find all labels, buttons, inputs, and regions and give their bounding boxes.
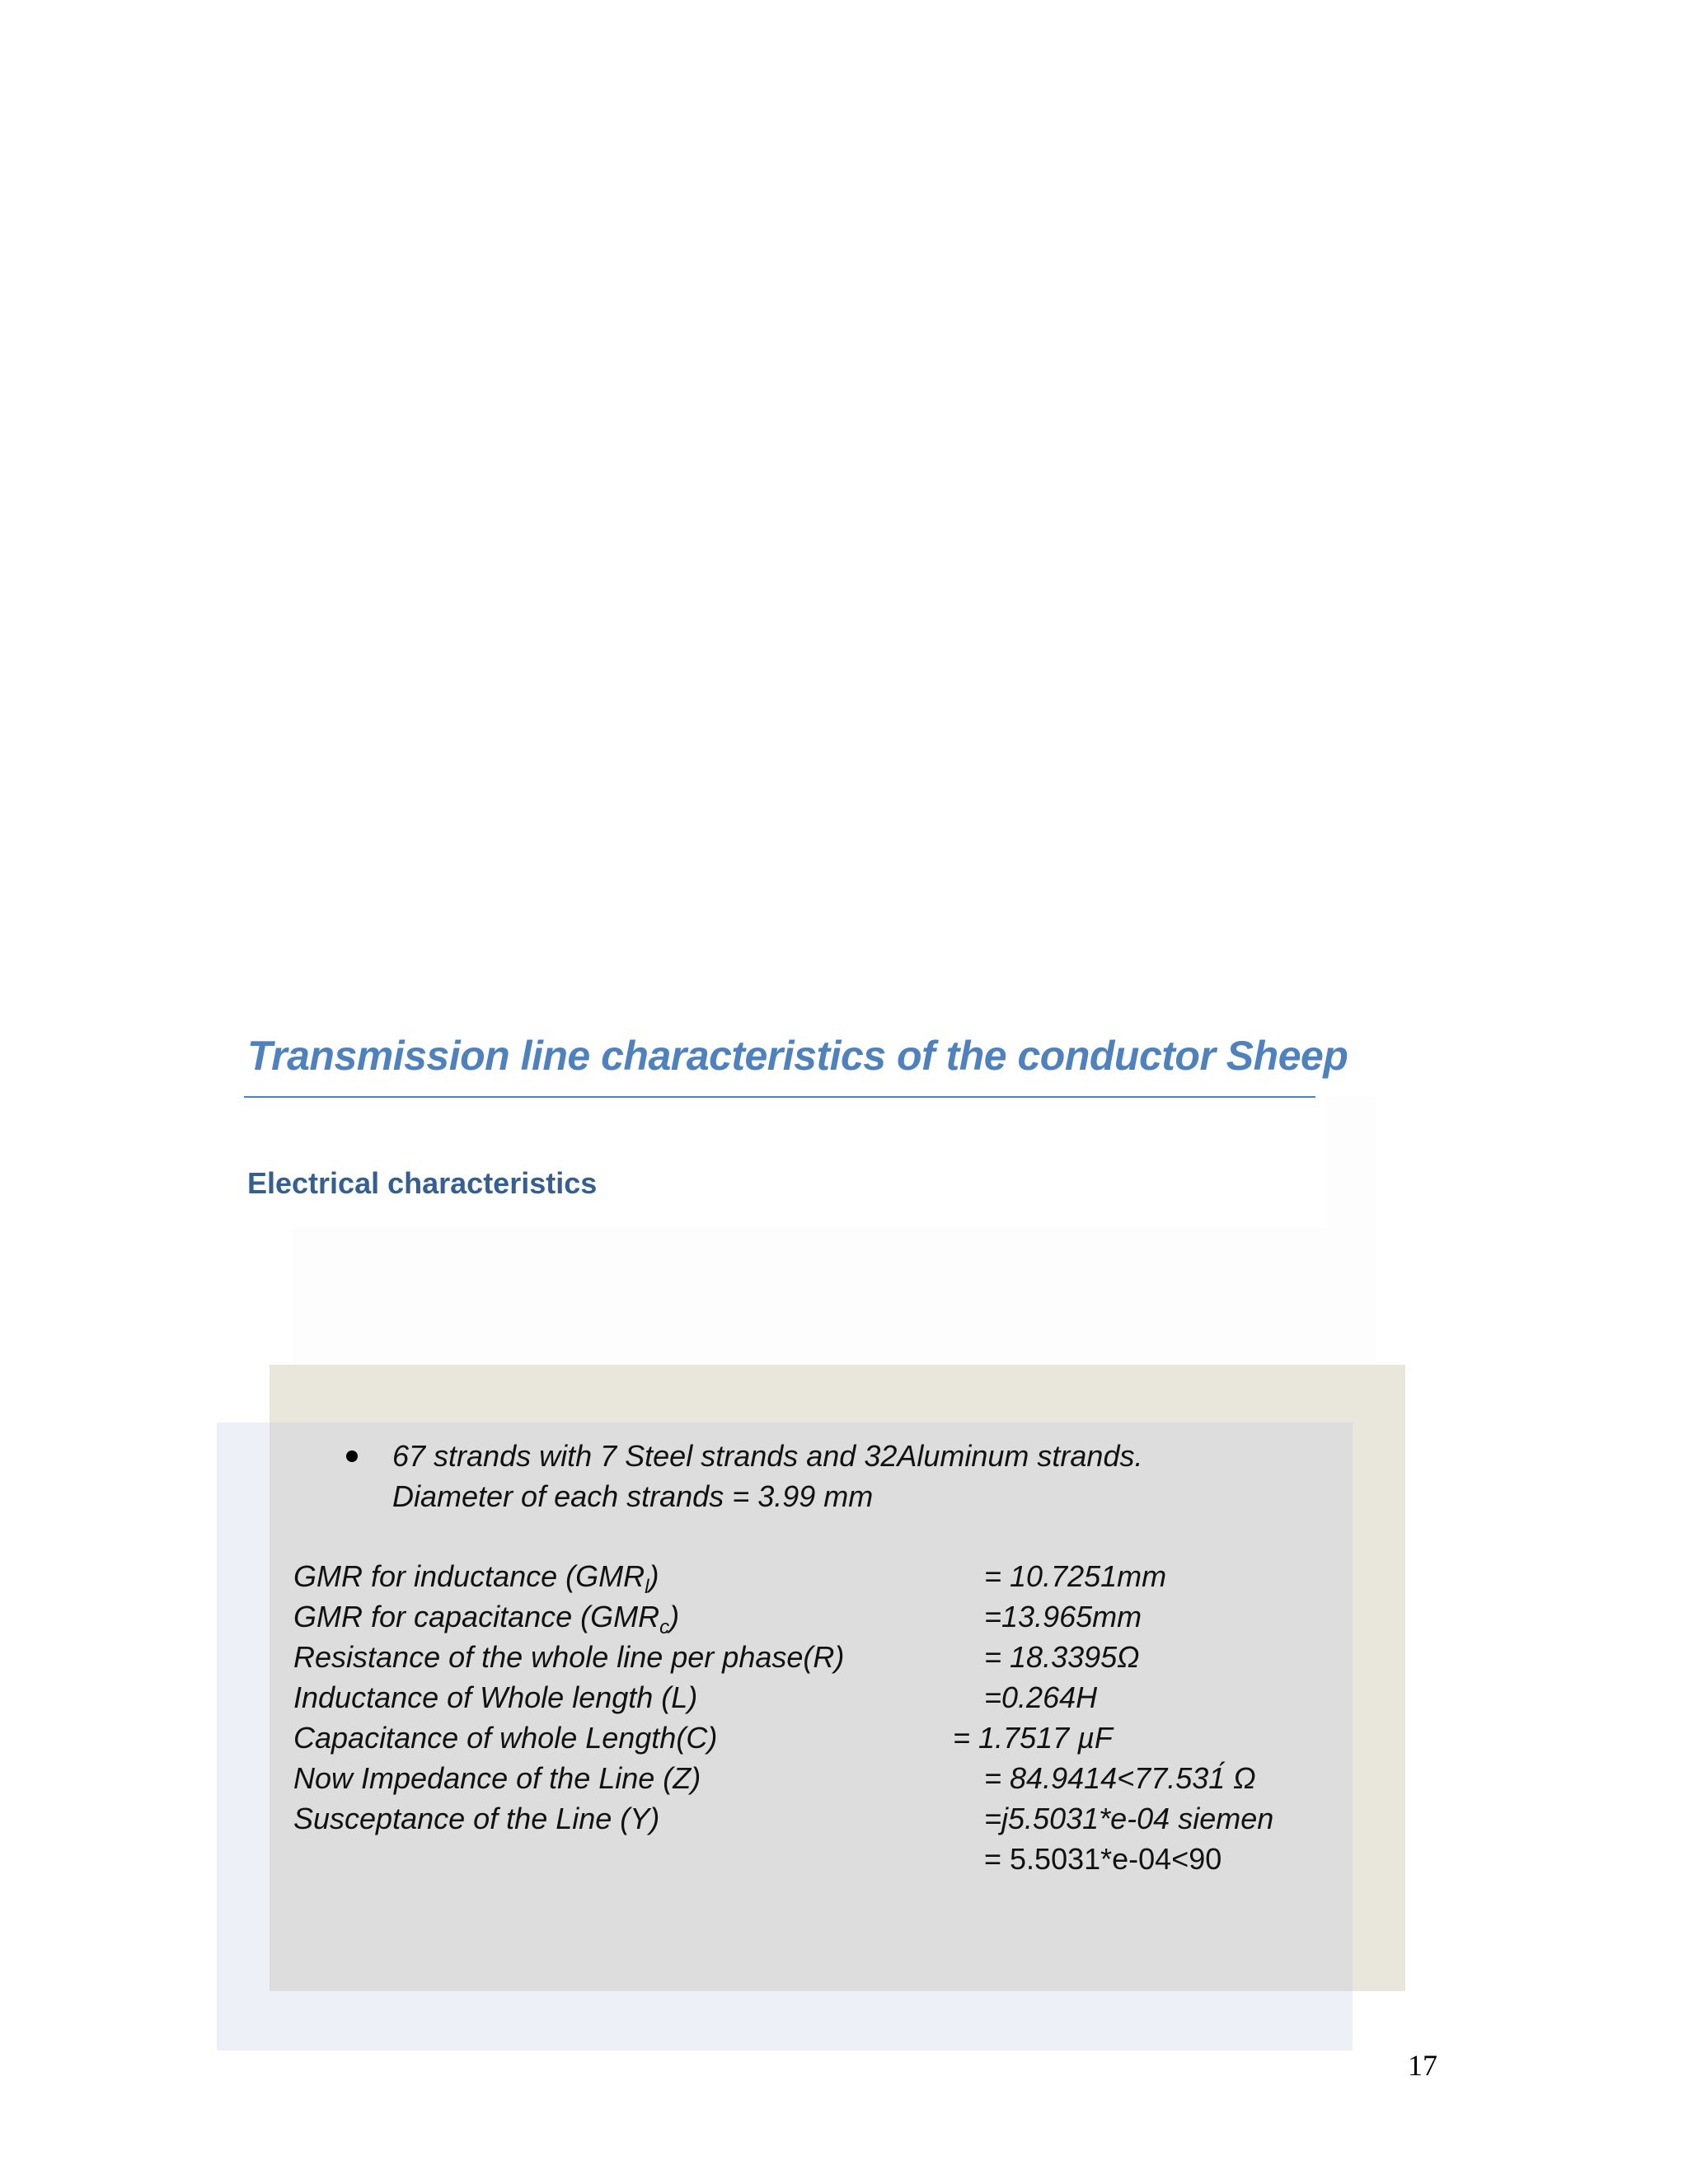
param-label-susceptance: Susceptance of the Line (Y): [293, 1802, 660, 1835]
section-heading: Electrical characteristics: [247, 1166, 598, 1200]
bullet-line-1: 67 strands with 7 Steel strands and 32Aluminum strands.: [392, 1439, 1143, 1473]
param-label-impedance: Now Impedance of the Line (Z): [293, 1761, 701, 1795]
param-label-inductance: Inductance of Whole length (L): [293, 1680, 698, 1714]
param-value-gmr-inductance: = 10.7251mm: [984, 1559, 1167, 1593]
param-value-susceptance-polar: = 5.5031*e-04<90: [984, 1842, 1222, 1876]
param-value-impedance: = 84.9414<77.531́ Ω: [984, 1761, 1256, 1795]
background-panel: [1327, 1096, 1376, 1368]
bullet-icon: [346, 1451, 358, 1462]
param-label-gmr-capacitance: GMR for capacitance $(GMR_c)$: [293, 1600, 680, 1639]
param-value-inductance: =0.264H: [984, 1680, 1098, 1714]
param-label-capacitance: Capacitance of whole Length(C): [293, 1721, 718, 1755]
param-value-resistance: = 18.3395Ω: [984, 1640, 1140, 1674]
param-value-capacitance: = 1.7517 µF: [953, 1721, 1113, 1755]
title-underline: [244, 1096, 1315, 1098]
param-value-gmr-capacitance: =13.965mm: [984, 1600, 1142, 1633]
param-label-gmr-inductance: GMR for inductance $(GMR_l)$: [293, 1559, 659, 1599]
page-title: Transmission line characteristics of the conductor Sheep: [247, 1033, 1348, 1079]
bullet-line-2: Diameter of each strands = 3.99 mm: [392, 1479, 874, 1513]
background-panel: [293, 1228, 1348, 1368]
param-value-susceptance: =j5.5031*e-04 siemen: [984, 1802, 1274, 1835]
page-number: 17: [1408, 2049, 1437, 2082]
param-label-resistance: Resistance of the whole line per phase(R): [293, 1640, 845, 1674]
